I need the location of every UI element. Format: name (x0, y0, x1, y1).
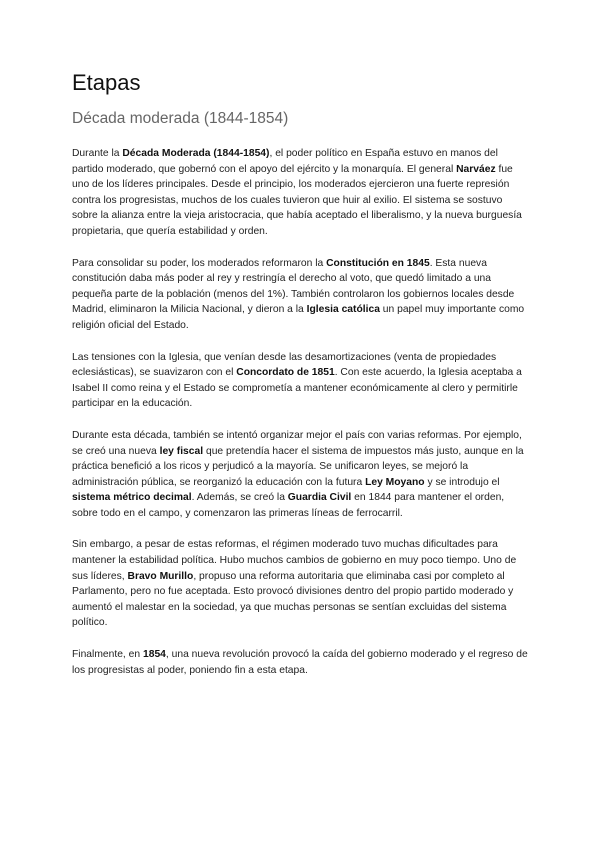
text-run: . Esta nueva constitución daba más poder al rey y restringía el derecho al voto, que quedó limitado a una pequeña parte de la población (menos del 1%). También controlaron los gobiernos locales desde Madrid, eliminaron la Milicia Nacional, y dieron a la (72, 257, 515, 316)
paragraph (72, 256, 528, 334)
bold-term: Guardia Civil (287, 492, 352, 504)
bold-term: 1854 (142, 649, 166, 661)
text-run: . Con este acuerdo, la Iglesia aceptaba a Isabel II como reina y el Estado se comprometía a mantener económicamente al clero y permitirle participar en la educación. (72, 367, 522, 410)
document-body (72, 146, 528, 694)
text-run: , una nueva revolución provocó la caída del gobierno moderado y el regreso de los progresistas al poder, poniendo fin a esta etapa. (72, 649, 528, 676)
bold-term: Década Moderada (1844-1854) (122, 148, 270, 159)
paragraph (72, 537, 528, 631)
text-run: Durante esta década, también se intentó organizar mejor el país con varias reformas. Por ejemplo, se creó una nueva (72, 429, 522, 457)
bold-term: ley fiscal (159, 445, 204, 457)
text-run: Sin embargo, a pesar de estas reformas, el régimen moderado tuvo muchas dificultades para mantener la estabilidad política. Hubo muchos cambios de gobierno en muy poco tiempo. Uno de sus líderes, (72, 539, 517, 582)
paragraph (72, 647, 528, 678)
text-run: en 1844 para mantener el orden, sobre todo en el campo, y comenzaron las primeras líneas de ferrocarril. (72, 492, 505, 519)
text-run: Finalmente, en (72, 649, 143, 661)
text-run: que pretendía hacer el sistema de impuestos más justo, aunque en la práctica benefició a los ricos y perjudicó a la mayoría. Se unificaron leyes, se mejoró la administración pública, se reorganizó la educación con la futura (72, 445, 524, 488)
text-run: , propuso una reforma autoritaria que eliminaba casi por completo al Parlamento, pero no fue aceptada. Esto provocó divisiones dentro del propio partido moderado y aumentó el malestar en la sociedad, ya que muchas personas se sentían excluidas del sistema político. (72, 570, 514, 629)
paragraph (72, 146, 528, 240)
text-run: Durante la (72, 148, 123, 159)
bold-term: Iglesia católica (306, 304, 380, 316)
bold-term: Bravo Murillo (127, 570, 194, 582)
text-run: Para consolidar su poder, los moderados reformaron la (72, 257, 327, 269)
section-subtitle: Década moderada (1844-1854) (72, 110, 289, 127)
bold-term: Narváez (456, 163, 496, 175)
bold-term: sistema métrico decimal (72, 492, 192, 504)
text-run: y se introdujo el (424, 476, 500, 488)
bold-term: Concordato de 1851 (236, 367, 335, 379)
text-run: fue uno de los líderes principales. Desde el principio, los moderados ejercieron una fuerte represión contra los progresistas, muchos de los cuales tuvieron que huir al exilio. El sistema se sostuvo sobre la alianza entre la vieja aristocracia, que había aceptado el liberalismo, y la nueva burguesía propietaria, que quería estabilidad y orden. (72, 163, 522, 237)
paragraph (72, 428, 528, 522)
paragraph (72, 350, 528, 412)
bold-term: Constitución en 1845 (326, 257, 430, 269)
bold-term: Ley Moyano (365, 476, 425, 488)
text-run: . Además, se creó la (191, 492, 288, 504)
page-title: Etapas (72, 70, 141, 95)
text-run: , el poder político en España estuvo en manos del partido moderado, que gobernó con el apoyo del ejército y la monarquía. El general (72, 148, 498, 175)
text-run: un papel muy importante como religión oficial del Estado. (72, 304, 525, 331)
text-run: Las tensiones con la Iglesia, que venían desde las desamortizaciones (venta de propiedades eclesiásticas), se suavizaron con el (72, 351, 497, 379)
